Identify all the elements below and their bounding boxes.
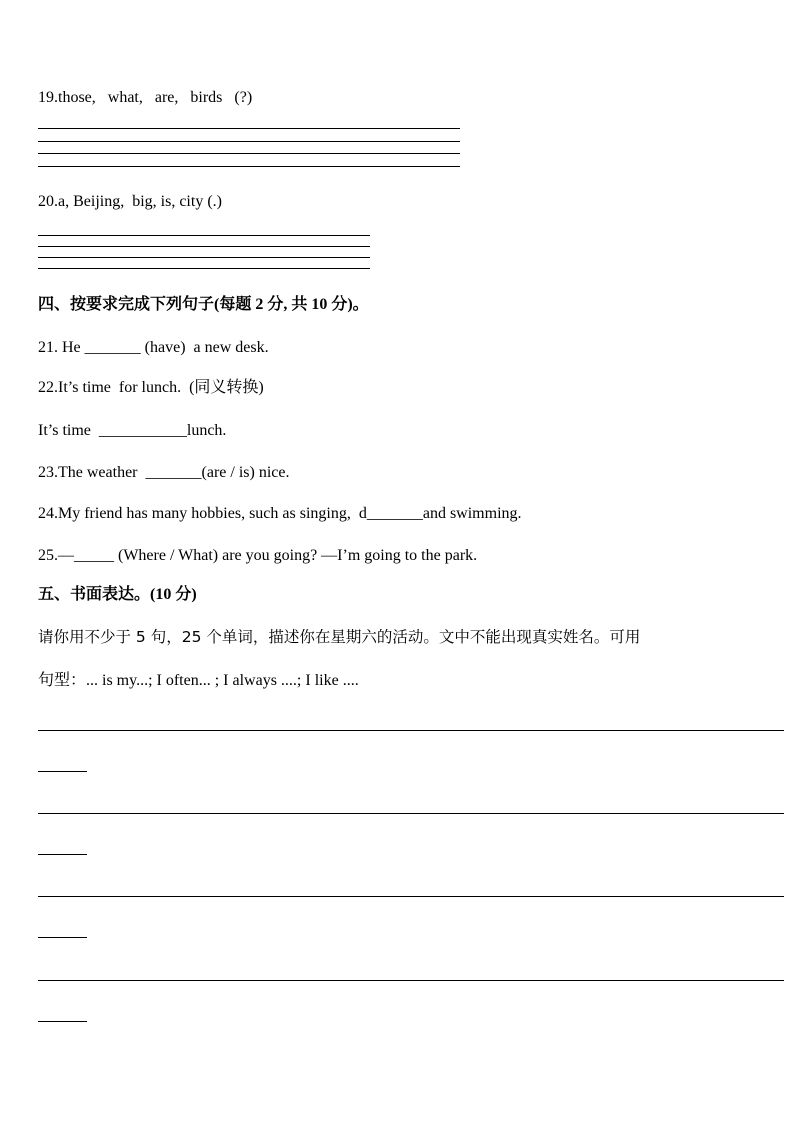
question-22: 22.It’s time for lunch. (同义转换) (38, 379, 264, 396)
writing-instruction: 请你用不少于 5 句，25 个单词，描述你在星期六的活动。文中不能出现真实姓名。可用 (38, 628, 641, 646)
question-23: 23.The weather _______(are / is) nice. (38, 464, 290, 481)
question-25: 25.—_____ (Where / What) are you going? —I’m going to the park. (38, 547, 478, 564)
question-19: 19.those, what, are, birds (?) (38, 89, 253, 106)
answer-line (38, 235, 370, 236)
writing-line (38, 980, 784, 981)
writing-line (38, 813, 784, 814)
writing-line (38, 730, 784, 731)
answer-line (38, 246, 370, 247)
question-20: 20.a, Beijing, big, is, city (.) (38, 193, 222, 210)
writing-line-short (38, 771, 87, 772)
answer-line (38, 141, 460, 142)
writing-line-short (38, 937, 87, 938)
section-4-title: 四、按要求完成下列句子(每题 2 分, 共 10 分)。 (38, 296, 369, 313)
answer-line (38, 268, 370, 269)
answer-line (38, 257, 370, 258)
sentence-patterns: 句型：... is my...; I often... ; I always ....; I like .... (38, 672, 359, 689)
answer-line (38, 128, 460, 129)
answer-line (38, 166, 460, 167)
writing-line-short (38, 854, 87, 855)
answer-line (38, 153, 460, 154)
question-24: 24.My friend has many hobbies, such as singing, d_______and swimming. (38, 505, 522, 522)
section-5-title: 五、书面表达。(10 分) (38, 586, 197, 603)
question-22-answer: It’s time ___________lunch. (38, 422, 227, 439)
writing-line (38, 896, 784, 897)
question-21: 21. He _______ (have) a new desk. (38, 339, 269, 356)
writing-line-short (38, 1021, 87, 1022)
